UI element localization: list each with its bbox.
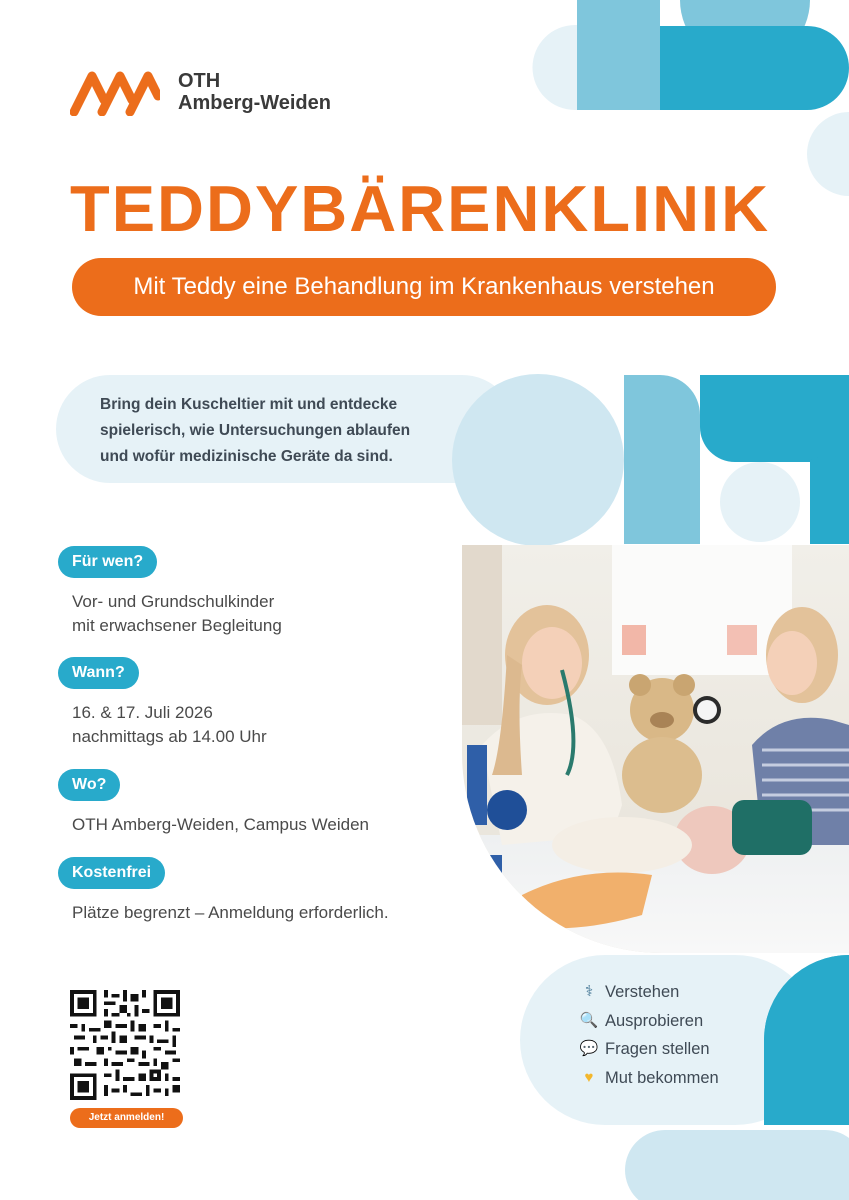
oth-logo-icon [70, 70, 160, 116]
qr-code-icon[interactable] [70, 990, 180, 1100]
heart-icon: ♥ [584, 1068, 594, 1086]
intro-line: Bring dein Kuscheltier mit und entdecke [100, 396, 398, 413]
info-line: Vor- und Grundschulkinder [72, 592, 275, 611]
intro-text [100, 392, 460, 470]
benefits-list [578, 978, 719, 1092]
intro-line: und wofür medizinische Geräte da sind. [100, 448, 393, 465]
logo-line-1: OTH [178, 70, 221, 92]
section-label-for-whom: Für wen? [58, 546, 157, 578]
section-label-free: Kostenfrei [58, 857, 165, 889]
info-line: mit erwachsener Begleitung [72, 616, 282, 635]
section-label-when: Wann? [58, 657, 139, 689]
logo-text [178, 70, 331, 114]
section-text-free [72, 901, 389, 925]
info-line: Plätze begrenzt – Anmeldung erforderlich. [72, 903, 389, 922]
benefit-label: Verstehen [605, 983, 680, 1001]
decorative-shapes-top [530, 0, 849, 200]
intro-line: spielerisch, wie Untersuchungen ablaufen [100, 422, 411, 439]
info-line: OTH Amberg-Weiden, Campus Weiden [72, 815, 369, 834]
children-teddy-photo [462, 545, 849, 953]
speech-bubble-icon: 💬 [579, 1040, 599, 1057]
info-line: nachmittags ab 14.00 Uhr [72, 727, 267, 746]
info-line: 16. & 17. Juli 2026 [72, 703, 213, 722]
section-text-where [72, 813, 369, 837]
benefit-item [578, 1064, 719, 1093]
benefit-item [578, 1007, 719, 1036]
section-text-when [72, 701, 267, 749]
page-title: TEDDYBÄRENKLINIK [70, 172, 771, 245]
benefit-item [578, 1035, 719, 1064]
section-text-for-whom [72, 590, 282, 638]
stethoscope-icon: ⚕ [584, 983, 594, 1000]
subtitle-banner: Mit Teddy eine Behandlung im Krankenhaus verstehen [72, 258, 776, 316]
benefit-label: Ausprobieren [605, 1011, 704, 1030]
benefit-item [578, 978, 719, 1007]
logo-line-2: Amberg-Weiden [178, 92, 331, 114]
section-label-where: Wo? [58, 769, 120, 801]
register-button[interactable]: Jetzt anmelden! [70, 1108, 183, 1128]
photo-illustration [462, 545, 849, 953]
benefit-label: Fragen stellen [605, 1040, 710, 1058]
benefit-label: Mut bekommen [605, 1068, 719, 1087]
magnifier-icon: 🔍 [579, 1011, 599, 1029]
